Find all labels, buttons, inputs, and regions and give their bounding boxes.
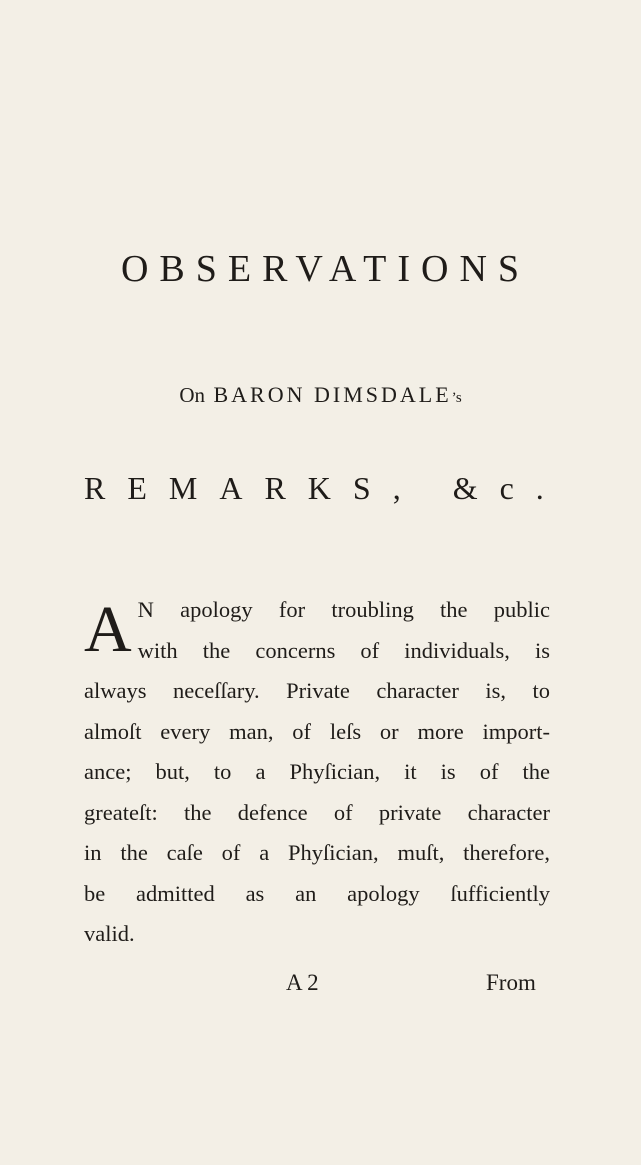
subtitle-on: On xyxy=(179,383,205,407)
text-line: in the caſe of a Phyſician, muſt, therefore, xyxy=(84,840,550,865)
text-line: almoſt every man, of leſs or more import- xyxy=(84,718,550,744)
drop-cap: A xyxy=(84,593,132,666)
page-footer xyxy=(0,970,641,1010)
subtitle-name: BARON DIMSDALE xyxy=(213,382,452,407)
text-line: greateſt: the defence of private character xyxy=(84,799,550,825)
body-paragraph xyxy=(84,590,550,955)
signature-mark: A 2 xyxy=(286,970,319,995)
catchword: From xyxy=(486,970,536,995)
text-line: N apology for troubling the public xyxy=(137,597,550,622)
text-line: with the concerns of individuals, is xyxy=(137,637,550,663)
subtitle xyxy=(0,384,641,406)
remarks-heading: REMARKS, &c. xyxy=(84,470,566,506)
text-line: always neceſſary. Private character is, to xyxy=(84,678,550,703)
subtitle-possessive: ’s xyxy=(451,390,462,406)
text-line: be admitted as an apology ſufficiently xyxy=(84,880,550,906)
text-line: valid. xyxy=(84,921,135,946)
text-line: ance; but, to a Phyſician, it is of the xyxy=(84,759,550,784)
page-title: OBSERVATIONS xyxy=(120,248,531,290)
